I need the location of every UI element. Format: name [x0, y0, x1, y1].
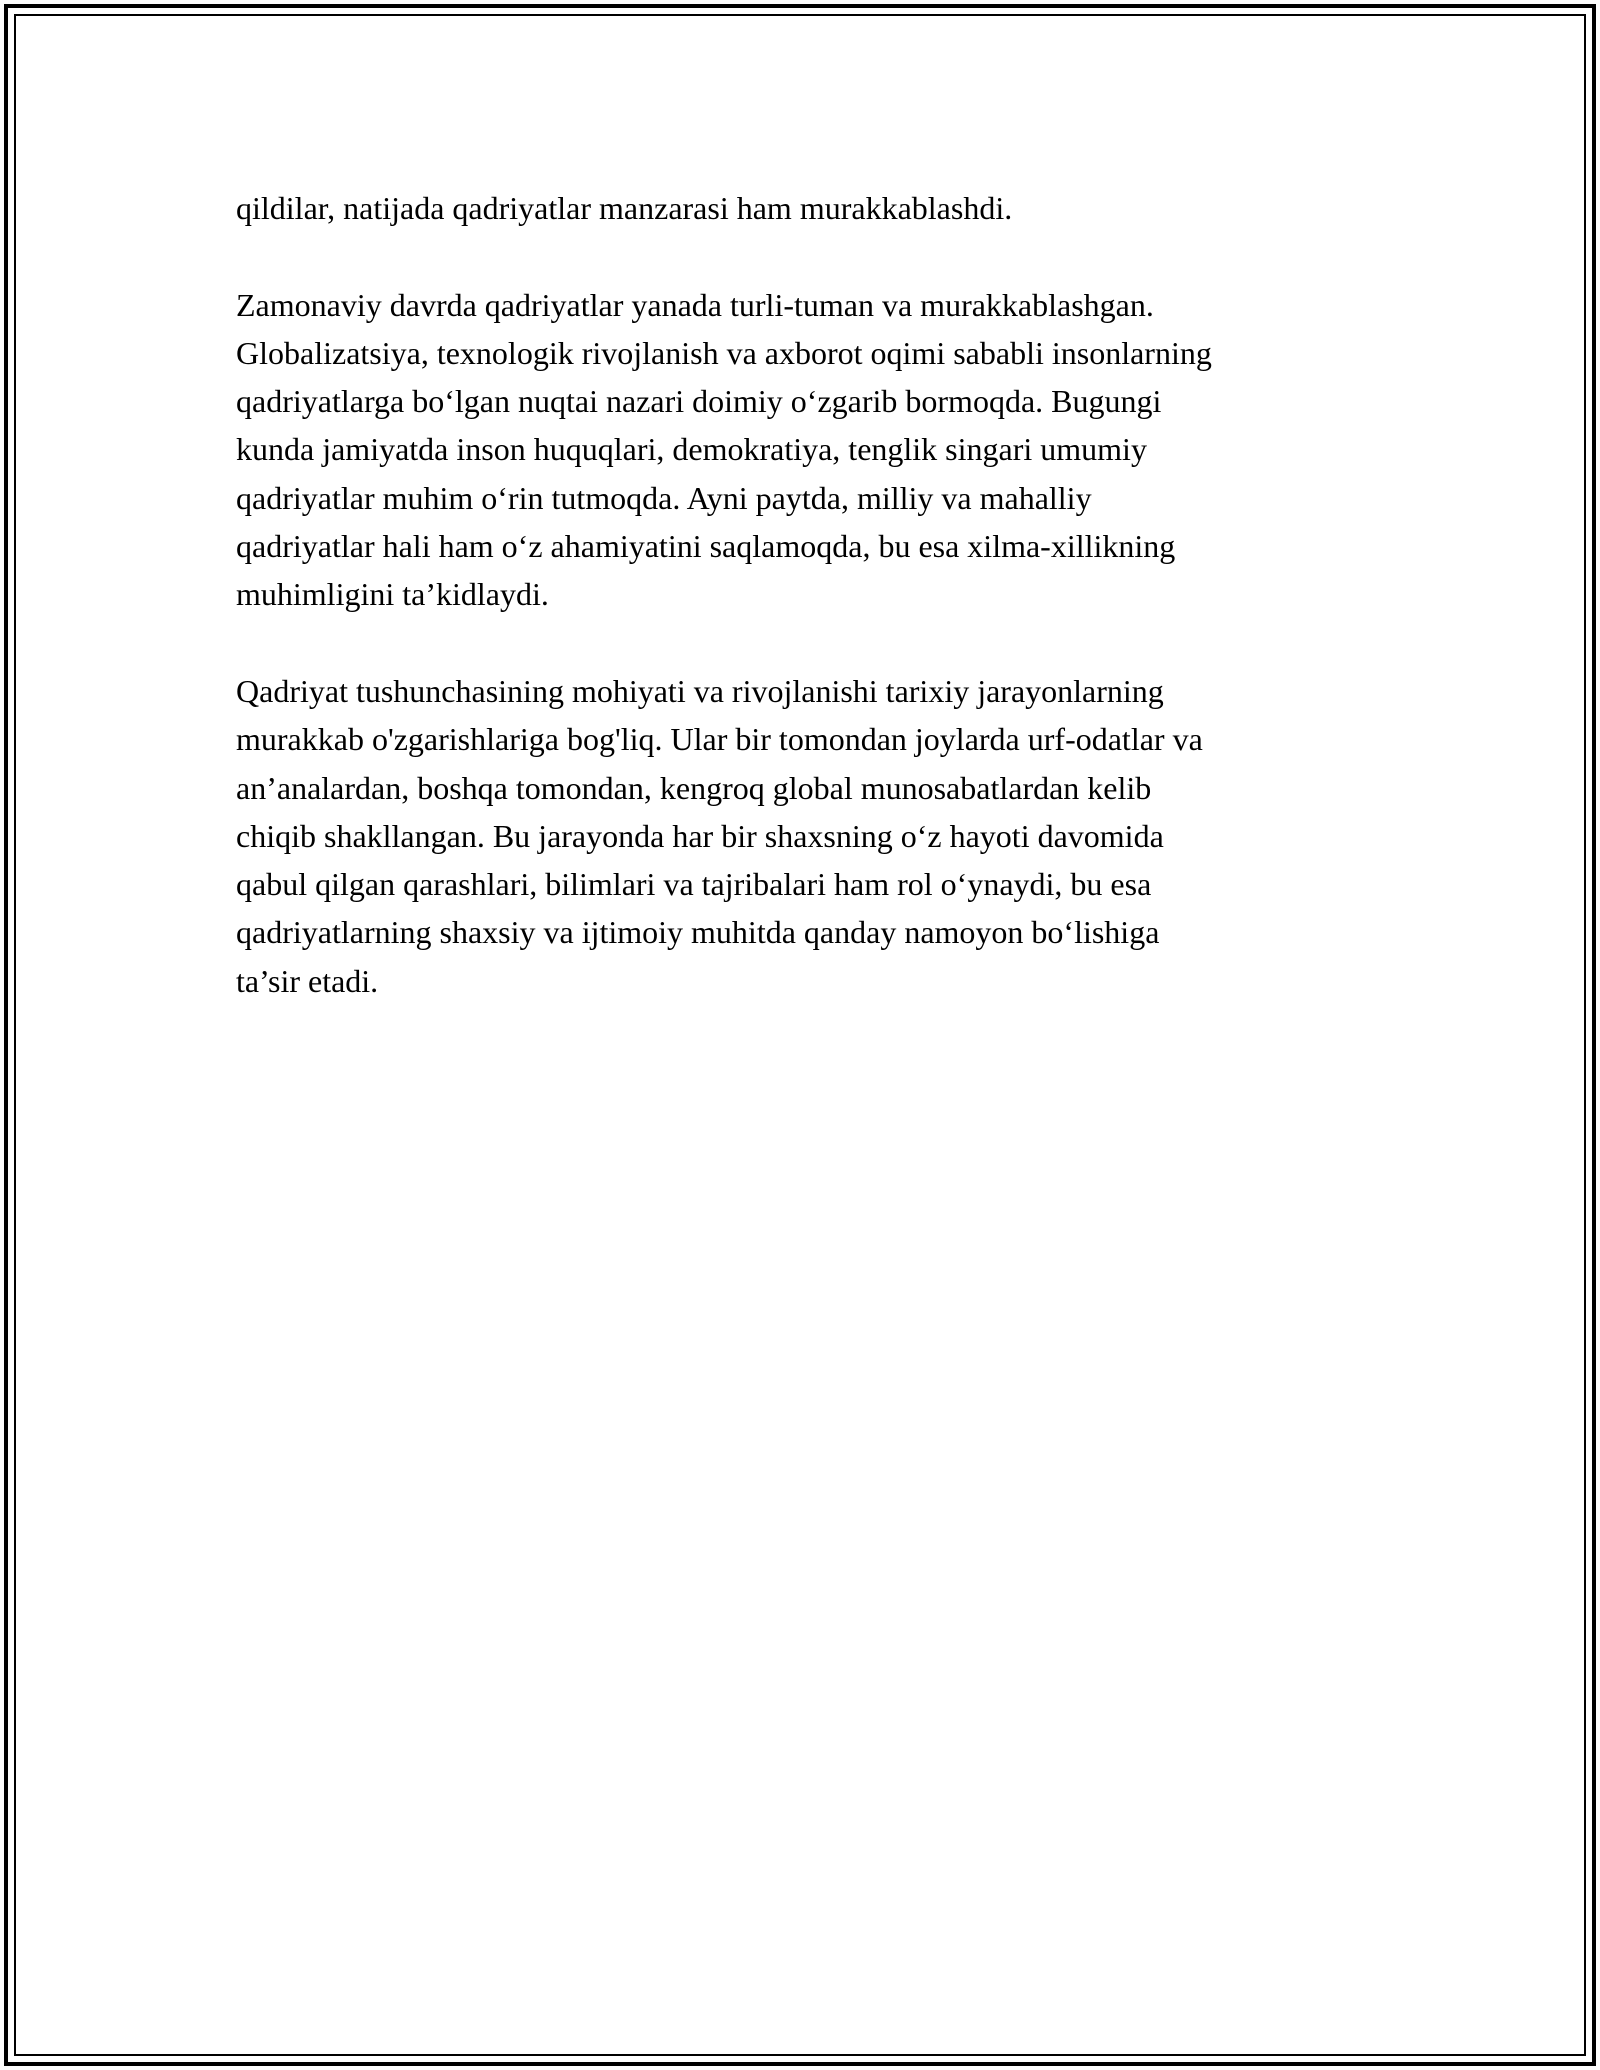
paragraph-2: [236, 281, 1386, 619]
text-line: Zamonaviy davrda qadriyatlar yanada turli-tuman va murakkablashgan.: [236, 286, 1154, 323]
text-line: qadriyatlarga bo‘lgan nuqtai nazari doimiy o‘zgarib bormoqda. Bugungi: [236, 383, 1162, 420]
document-body: [236, 184, 1386, 1053]
text-line: ta’sir etadi.: [236, 962, 379, 999]
text-line: muhimligini ta’kidlaydi.: [236, 576, 549, 613]
paragraph-3: [236, 667, 1386, 1005]
text-line: qildilar, natijada qadriyatlar manzarasi ham murakkablashdi.: [236, 190, 1013, 226]
text-line: qabul qilgan qarashlari, bilimlari va tajribalari ham rol o‘ynaydi, bu esa: [236, 866, 1152, 903]
text-line: chiqib shakllangan. Bu jarayonda har bir shaxsning o‘z hayoti davomida: [236, 817, 1164, 854]
text-line: qadriyatlar muhim o‘rin tutmoqda. Ayni paytda, milliy va mahalliy: [236, 479, 1092, 516]
text-line: qadriyatlar hali ham o‘z ahamiyatini saqlamoqda, bu esa xilma-xillikning: [236, 528, 1176, 565]
text-line: murakkab o'zgarishlariga bog'liq. Ular bir tomondan joylarda urf-odatlar va: [236, 721, 1203, 758]
text-line: qadriyatlarning shaxsiy va ijtimoiy muhitda qanday namoyon bo‘lishiga: [236, 914, 1160, 951]
text-line: kunda jamiyatda inson huquqlari, demokratiya, tenglik singari umumiy: [236, 431, 1147, 468]
paragraph-1: [236, 184, 1386, 232]
text-line: Globalizatsiya, texnologik rivojlanish va axborot oqimi sababli insonlarning: [236, 334, 1212, 371]
text-line: Qadriyat tushunchasining mohiyati va rivojlanishi tarixiy jarayonlarning: [236, 672, 1164, 709]
text-line: an’analardan, boshqa tomondan, kengroq global munosabatlardan kelib: [236, 769, 1152, 806]
